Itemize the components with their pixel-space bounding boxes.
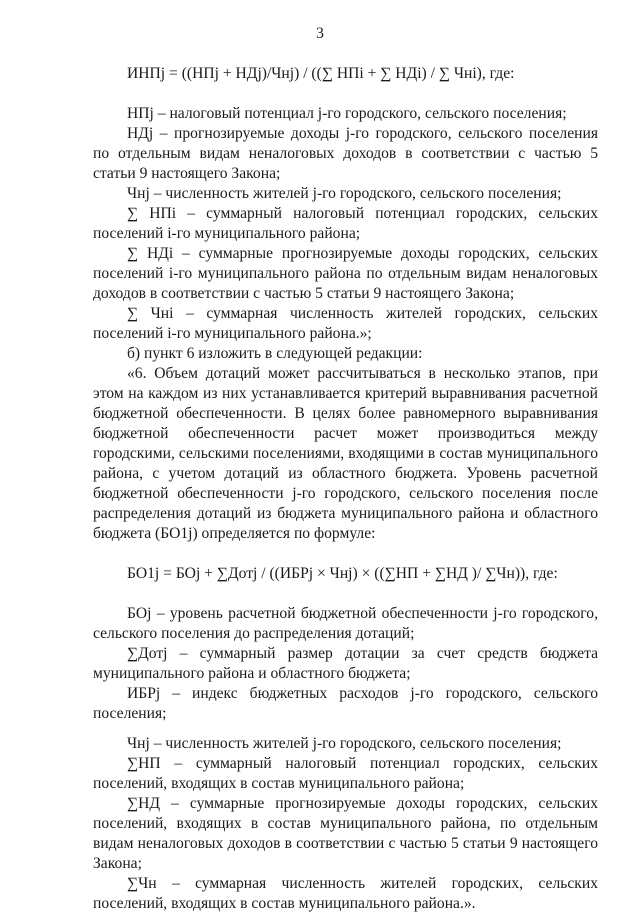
definition-sum-chn-i: ∑ Чнi – суммарная численность жителей городских, сельских поселений i-го муниципального района.»; — [93, 305, 598, 342]
spacer — [93, 724, 598, 734]
document-body — [93, 58, 598, 914]
formula-bo1: БО1j = БОj + ∑Дотj / ((ИБРj × Чнj) × ((∑НП + ∑НД )/ ∑Чн)), где: — [127, 565, 558, 582]
definition-nd-j: НДj – прогнозируемые доходы j-го городского, сельского поселения по отдельным видам неналоговых доходов в соответствии с частью 5 статьи 9 настоящего Закона; — [93, 125, 598, 182]
definition-np-j: НПj – налоговый потенциал j-го городского, сельского поселения; — [127, 105, 567, 122]
definition-ibr-j: ИБРj – индекс бюджетных расходов j-го городского, сельского поселения; — [93, 685, 598, 722]
definition-sum-nd-i: ∑ НДi – суммарные прогнозируемые доходы городских, сельских поселений i-го муниципального района по отдельным видам неналоговых доходов в соответствии с частью 5 статьи 9 настоящего Закона; — [93, 245, 598, 302]
item-b: б) пункт 6 изложить в следующей редакции: — [127, 345, 423, 362]
paragraph-6: «6. Объем дотаций может рассчитываться в несколько этапов, при этом на каждом из них устанавливается критерий выравнивания расчетной бюджетной обеспеченности. В целях более равномерного выравнивания бюджетной обеспеченности расчет может производиться между городскими, сельскими поселениями, входящими в состав муниципального района, с учетом дотаций из областного бюджета. Уровень расчетной бюджетной обеспеченности j-го городского, сельского поселения после распределения дотаций из бюджета муниципального района и областного бюджета (БО1j) определяется по формуле: — [93, 365, 598, 542]
definition-chn-j-2: Чнj – численность жителей j-го городского, сельского поселения; — [127, 735, 562, 752]
formula-inp: ИНПj = ((НПj + НДj)/Чнj) / ((∑ НПi + ∑ НДi) / ∑ Чнi), где: — [127, 65, 515, 82]
definition-bo-j: БОj – уровень расчетной бюджетной обеспеченности j-го городского, сельского поселения до распределения дотаций; — [93, 605, 598, 642]
definition-sum-np: ∑НП – суммарный налоговый потенциал городских, сельских поселений, входящих в состав муниципального района; — [93, 755, 598, 792]
definition-sum-np-i: ∑ НПi – суммарный налоговый потенциал городских, сельских поселений i-го муниципального района; — [93, 205, 598, 242]
definition-chn-j: Чнj – численность жителей j-го городского, сельского поселения; — [127, 185, 562, 202]
page-number: 3 — [316, 25, 324, 42]
definition-sum-dot-j: ∑Дотj – суммарный размер дотации за счет средств бюджета муниципального района и областного бюджета; — [93, 645, 598, 682]
definition-sum-chn: ∑Чн – суммарная численность жителей городских, сельских поселений, входящих в состав муниципального района.». — [93, 875, 598, 912]
definition-sum-nd: ∑НД – суммарные прогнозируемые доходы городских, сельских поселений, входящих в состав муниципального района, по отдельным видам неналоговых доходов в соответствии с частью 5 статьи 9 настоящего Закона; — [93, 795, 598, 872]
